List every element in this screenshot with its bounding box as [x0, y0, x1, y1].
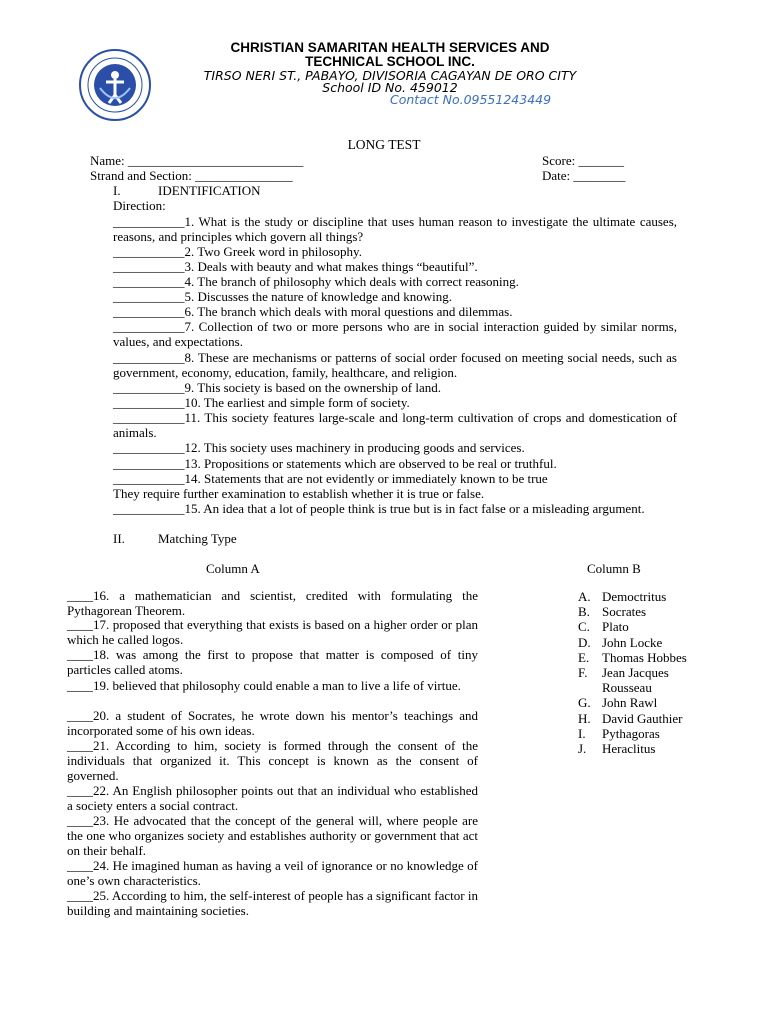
question-1: ___________1. What is the study or discipline that uses human reason to investigate the ultimate causes, reasons, and principles which govern all things? — [113, 214, 677, 245]
direction-label: Direction: — [113, 198, 166, 213]
question-15: ___________15. An idea that a lot of people think is true but is in fact false or a misleading argument. — [113, 501, 645, 516]
choice-name: David Gauthier — [602, 710, 683, 726]
column-b-label: Column B — [587, 561, 641, 576]
name-field: Name: ___________________________ — [90, 153, 304, 168]
question-14-continuation: They require further examination to establish whether it is true or false. — [113, 486, 485, 501]
choice-i — [578, 726, 692, 741]
matching-item-21: ____21. According to him, society is formed through the consent of the individuals that organized it. This concept is known as the consent of governed. — [67, 738, 478, 784]
date-field: Date: ________ — [542, 168, 626, 183]
choice-name: Democtritus — [602, 589, 667, 604]
question-12: ___________12. This society uses machinery in producing goods and services. — [113, 440, 525, 455]
choice-name: Pythagoras — [602, 725, 660, 741]
choice-name: Jean Jacques Rousseau — [602, 665, 669, 696]
choice-letter: D. — [578, 634, 591, 650]
question-8: ___________8. These are mechanisms or patterns of social order focused on meeting social needs, such as government, economy, education, family, healthcare, and religion. — [113, 350, 677, 381]
question-11: ___________11. This society features large-scale and long-term cultivation of crops and domestication of animals. — [113, 410, 677, 441]
question-2: ___________2. Two Greek word in philosophy. — [113, 244, 362, 259]
matching-item-17: ____17. proposed that everything that exists is based on a higher order or plan which he called logos. — [67, 617, 478, 648]
choice-name: John Locke — [602, 634, 663, 650]
question-9: ___________9. This society is based on the ownership of land. — [113, 380, 441, 395]
choice-letter: H. — [578, 710, 591, 726]
choice-letter: F. — [578, 665, 588, 681]
choice-letter: A. — [578, 589, 591, 604]
school-name-line2: TECHNICAL SCHOOL INC. — [305, 54, 475, 69]
choice-g — [578, 695, 692, 710]
matching-item-20: ____20. a student of Socrates, he wrote down his mentor’s teachings and incorporated some of his own ideas. — [67, 708, 478, 739]
matching-item-24: ____24. He imagined human as having a veil of ignorance or no knowledge of one’s own characteristics. — [67, 858, 478, 889]
section2-heading: Matching Type — [158, 531, 237, 546]
choice-letter: E. — [578, 649, 590, 665]
strand-section-field: Strand and Section: _______________ — [90, 168, 293, 183]
matching-item-16: ____16. a mathematician and scientist, credited with formulating the Pythagorean Theorem. — [67, 588, 478, 619]
choice-f — [578, 665, 692, 695]
question-13: ___________13. Propositions or statements which are observed to be real or truthful. — [113, 456, 557, 471]
matching-item-18: ____18. was among the first to propose that matter is composed of tiny particles called atoms. — [67, 647, 478, 678]
matching-item-19: ____19. believed that philosophy could enable a man to live a life of virtue. — [67, 678, 461, 693]
choice-c — [578, 619, 692, 634]
section1-number: I. — [113, 183, 121, 198]
question-10: ___________10. The earliest and simple form of society. — [113, 395, 410, 410]
choice-name: John Rawl — [602, 695, 658, 711]
question-4: ___________4. The branch of philosophy which deals with correct reasoning. — [113, 274, 519, 289]
question-5: ___________5. Discusses the nature of knowledge and knowing. — [113, 289, 453, 304]
matching-item-25: ____25. According to him, the self-interest of people has a significant factor in building and maintaining societies. — [67, 888, 478, 919]
section1-heading: IDENTIFICATION — [158, 183, 261, 198]
question-14: ___________14. Statements that are not evidently or immediately known to be true — [113, 471, 548, 486]
choice-letter: B. — [578, 604, 590, 620]
column-b-list — [578, 589, 692, 756]
choice-letter: I. — [578, 725, 586, 741]
column-a-label: Column A — [206, 561, 260, 576]
question-3: ___________3. Deals with beauty and what makes things “beautiful”. — [113, 259, 478, 274]
choice-h — [578, 711, 692, 726]
school-id: School ID No. 459012 — [322, 80, 458, 95]
contact-number: Contact No.09551243449 — [390, 92, 552, 107]
question-6: ___________6. The branch which deals with moral questions and dilemmas. — [113, 304, 513, 319]
choice-letter: G. — [578, 695, 591, 711]
choice-b — [578, 604, 692, 619]
score-field: Score: _______ — [542, 153, 624, 168]
choice-name: Plato — [602, 619, 629, 635]
matching-item-23: ____23. He advocated that the concept of the general will, where people are the one who organizes society and establishes authority or government that act on their behalf. — [67, 813, 478, 859]
choice-name: Socrates — [602, 604, 647, 620]
choice-a — [578, 589, 692, 604]
school-name-line1: CHRISTIAN SAMARITAN HEALTH SERVICES AND — [230, 40, 550, 55]
choice-letter: C. — [578, 619, 590, 635]
choice-name: Heraclitus — [602, 741, 656, 757]
choice-name: Thomas Hobbes — [602, 649, 687, 665]
school-logo — [78, 48, 152, 122]
matching-item-22: ____22. An English philosopher points out that an individual who established a society enters a social contract. — [67, 783, 478, 814]
section2-number: II. — [113, 531, 125, 546]
question-7: ___________7. Collection of two or more persons who are in social interaction guided by similar norms, values, and expectations. — [113, 319, 677, 350]
choice-j — [578, 741, 692, 756]
choice-letter: J. — [578, 741, 587, 757]
school-address: TIRSO NERI ST., PABAYO, DIVISORIA CAGAYAN DE ORO CITY — [203, 68, 577, 83]
choice-d — [578, 635, 692, 650]
page-title: LONG TEST — [347, 137, 421, 152]
choice-e — [578, 650, 692, 665]
